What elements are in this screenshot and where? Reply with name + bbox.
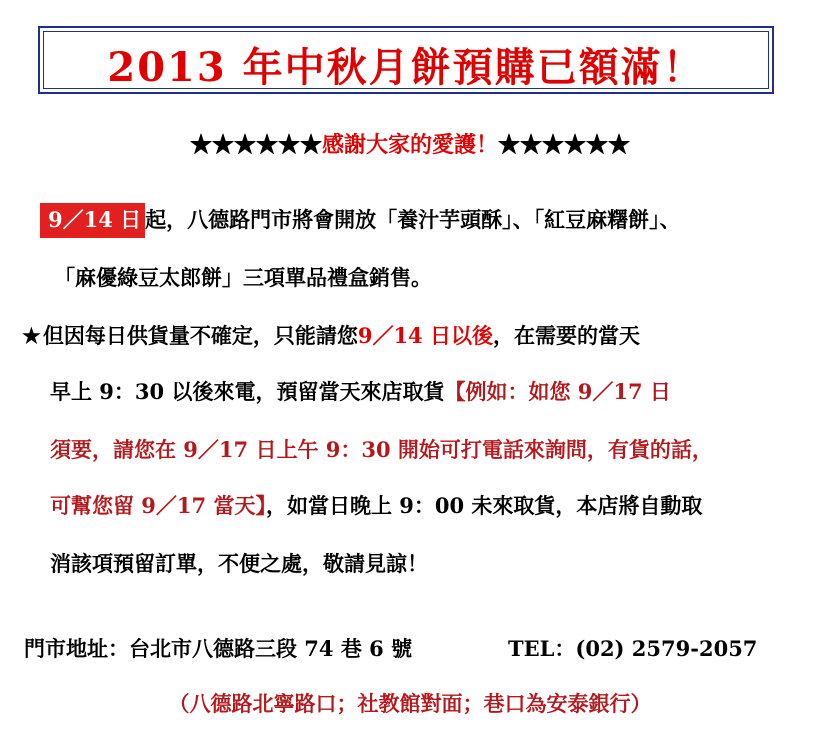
para2-line4 [50,490,702,520]
para1-line1 [40,204,681,234]
thanks-text: 感謝大家的愛護！ [321,132,498,158]
para1-line2: 「麻優綠豆太郎餅」三項單品禮盒銷售。 [54,265,432,290]
address-line: 門市地址：台北市八德路三段 74 巷 6 號 [24,636,413,661]
date-highlight-badge: 9／14 日 [40,203,145,238]
para2-line4-b: ，如當日晚上 9：00 未來取貨，本店將自動取 [265,493,703,518]
para2-line2-a: 早上 9：30 以後來電，預留當天來店取貨 [50,379,445,404]
para2-line4-red: 可幫您留 9／17 當天】 [50,493,266,518]
address-note: （八德路北寧路口；社教館對面；巷口為安泰銀行） [168,691,652,716]
para2-line1-red: 9／14 日以後 [357,323,493,348]
stars-left: ★★★★★★ [189,132,322,158]
para2-line2-red: 【例如：如您 9／17 日 [444,379,671,404]
thanks-line [0,128,820,159]
para2-line1 [22,320,640,350]
title-banner [38,26,774,94]
para2-line5: 消該項預留訂單，不便之處，敬請見諒！ [50,551,428,576]
para2-line3: 須要，請您在 9／17 日上午 9：30 開始可打電話來詢問，有貨的話， [50,437,713,462]
para2-line2 [50,376,671,406]
page-title: 2013 年中秋月餅預購已額滿！ [107,44,705,91]
star-bullet-icon: ★ [22,323,41,348]
tel-line: TEL：(02) 2579-2057 [508,636,758,661]
para2-line1-a: 但因每日供貨量不確定，只能請您 [42,323,358,348]
para1-line1-text: 起，八德路門市將會開放「養汁芋頭酥」、「紅豆麻糬餅」、 [145,207,681,232]
para2-line1-b: ，在需要的當天 [492,323,640,348]
stars-right: ★★★★★★ [498,132,631,158]
